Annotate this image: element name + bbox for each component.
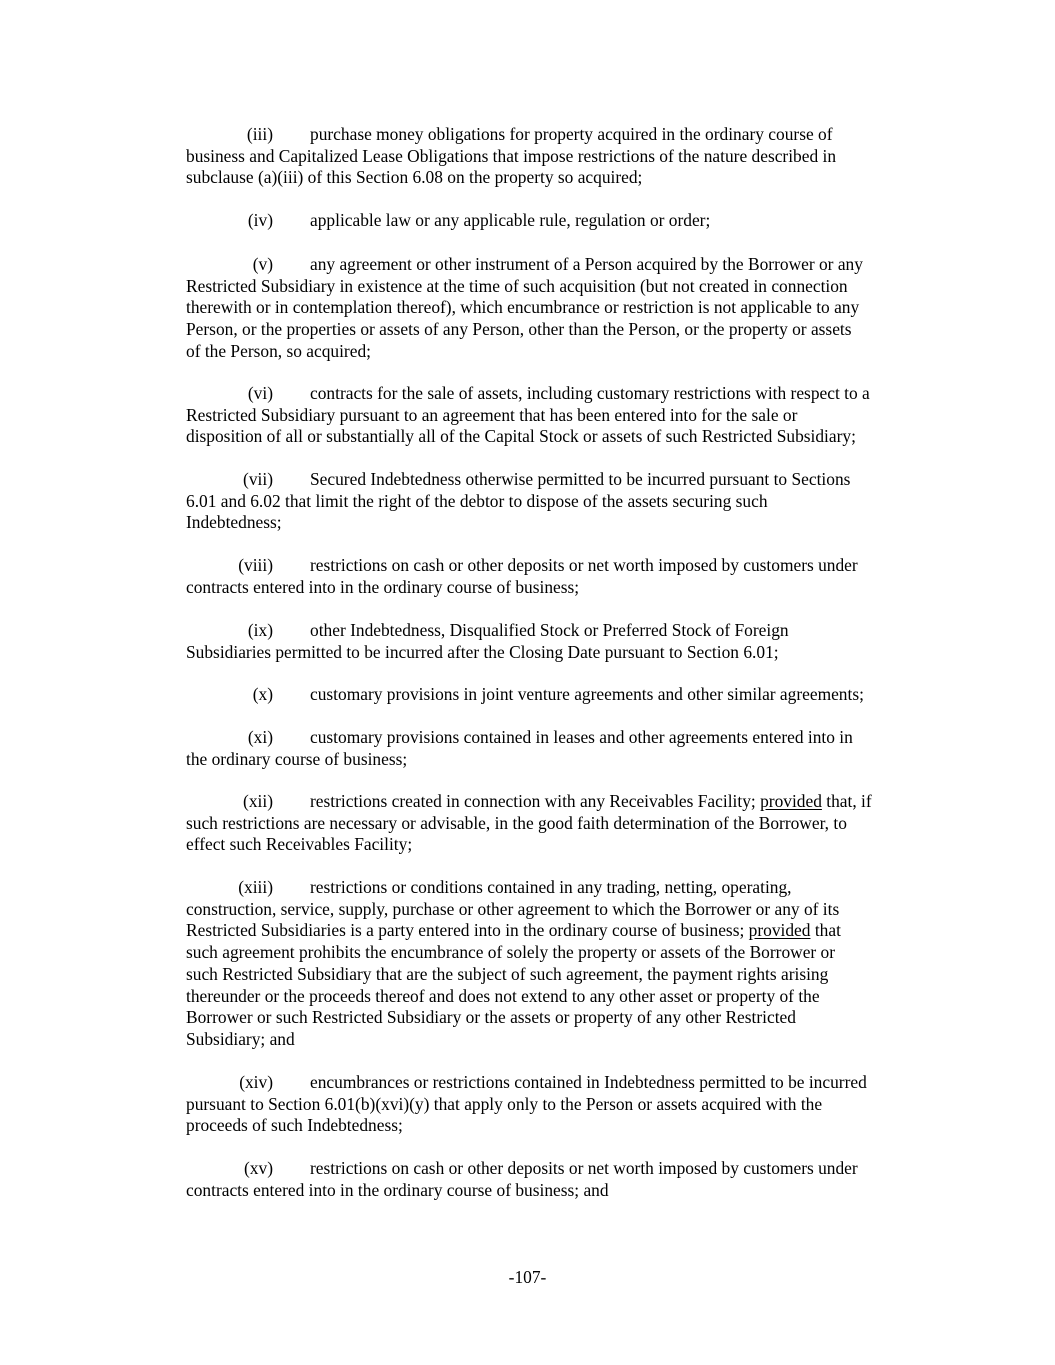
clause-text: customary provisions in joint venture agreements and other similar agreements; [310,684,864,704]
clause-line: thereunder or the proceeds thereof and does not extend to any other asset or property of the [186,985,820,1006]
clause-vi [186,383,921,448]
clause-xi [186,727,921,770]
clause-text: that, if [821,791,872,811]
clause-xii [186,791,921,856]
clause-number: (xv) [244,1158,273,1178]
clause-line [186,1072,921,1094]
defined-term-provided: provided [760,791,822,811]
clause-text: purchase money obligations for property acquired in the ordinary course of [310,124,833,144]
clause-number: (iv) [247,210,273,230]
clause-line: such Restricted Subsidiary that are the subject of such agreement, the payment rights arising [186,963,829,984]
clause-line [186,920,921,942]
clause-number: (viii) [238,555,273,575]
clause-line [186,254,921,276]
clause-text: Restricted Subsidiaries is a party entered into in the ordinary course of business; [186,920,749,941]
clause-line [186,383,921,405]
clause-number: (vii) [243,469,273,489]
clause-number: (xi) [247,727,273,747]
clause-vii [186,469,921,534]
clause-text: Secured Indebtedness otherwise permitted to be incurred pursuant to Sections [310,469,851,489]
clause-line: disposition of all or substantially all of the Capital Stock or assets of such Restricted Subsidiary; [186,426,856,447]
clause-text: any agreement or other instrument of a Person acquired by the Borrower or any [310,254,863,274]
clause-line [186,877,921,899]
clause-line: the ordinary course of business; [186,748,408,769]
clause-line: business and Capitalized Lease Obligations that impose restrictions of the nature described in [186,145,837,166]
clause-line: Indebtedness; [186,512,282,533]
clause-line: Restricted Subsidiary in existence at the time of such acquisition (but not created in connection [186,275,848,296]
clause-line: such restrictions are necessary or advisable, in the good faith determination of the Borrower, to [186,812,847,833]
clause-ix [186,620,921,663]
clause-line [186,469,921,491]
clause-xv [186,1158,921,1201]
clause-line [186,124,921,146]
clause-xiii [186,877,921,1051]
clause-number: (ix) [247,620,273,640]
clause-line: proceeds of such Indebtedness; [186,1115,403,1136]
clause-text: restrictions on cash or other deposits or net worth imposed by customers under [310,1158,858,1178]
clause-line: pursuant to Section 6.01(b)(xvi)(y) that apply only to the Person or assets acquired with the [186,1093,823,1114]
clause-number: (vi) [247,383,273,403]
clause-number: (v) [252,254,273,274]
clause-line [186,791,921,813]
clause-text: customary provisions contained in leases and other agreements entered into in [310,727,853,747]
clause-line: 6.01 and 6.02 that limit the right of the debtor to dispose of the assets securing such [186,490,768,511]
clause-line: contracts entered into in the ordinary course of business; [186,576,580,597]
clause-viii [186,555,921,598]
clause-line: contracts entered into in the ordinary course of business; and [186,1179,609,1200]
defined-term-provided: provided [748,920,811,941]
clause-number: (xii) [243,791,273,811]
clause-text: encumbrances or restrictions contained in Indebtedness permitted to be incurred [310,1072,867,1092]
clause-number: (x) [252,684,273,704]
clause-text: restrictions on cash or other deposits or net worth imposed by customers under [310,555,858,575]
clause-line [186,684,921,706]
clause-line: Subsidiaries permitted to be incurred after the Closing Date pursuant to Section 6.01; [186,641,779,662]
clause-text: applicable law or any applicable rule, regulation or order; [310,210,711,230]
clause-text: contracts for the sale of assets, including customary restrictions with respect to a [310,383,870,403]
clause-line: therewith or in contemplation thereof), which encumbrance or restriction is not applicable to any [186,297,860,318]
clause-text: that [810,920,841,941]
clause-v [186,254,921,363]
clause-line: of the Person, so acquired; [186,340,371,361]
clause-line [186,555,921,577]
clause-text: restrictions or conditions contained in any trading, netting, operating, [310,877,792,897]
page-number: -107- [508,1267,547,1287]
clause-line [186,210,921,232]
clause-line: Subsidiary; and [186,1028,295,1049]
clause-number: (xiv) [239,1072,273,1092]
clause-line [186,727,921,749]
clause-line [186,620,921,642]
clause-number: (iii) [246,124,273,144]
clause-line: Borrower or such Restricted Subsidiary or the assets or property of any other Restricted [186,1007,796,1028]
clause-text: other Indebtedness, Disqualified Stock or Preferred Stock of Foreign [310,620,789,640]
clause-line: construction, service, supply, purchase or other agreement to which the Borrower or any of its [186,898,840,919]
clause-text: restrictions created in connection with any Receivables Facility; [310,791,761,811]
clause-line: such agreement prohibits the encumbrance of solely the property or assets of the Borrower or [186,942,836,963]
clause-line: subclause (a)(iii) of this Section 6.08 on the property so acquired; [186,167,643,188]
clause-x [186,684,921,706]
clause-line: effect such Receivables Facility; [186,834,413,855]
clause-iv [186,210,921,232]
clause-line: Restricted Subsidiary pursuant to an agreement that has been entered into for the sale or [186,404,798,425]
clause-line: Person, or the properties or assets of any Person, other than the Person, or the property or assets [186,319,852,340]
clause-xiv [186,1072,921,1137]
clause-number: (xiii) [238,877,273,897]
clause-iii [186,124,921,189]
clause-line [186,1158,921,1180]
